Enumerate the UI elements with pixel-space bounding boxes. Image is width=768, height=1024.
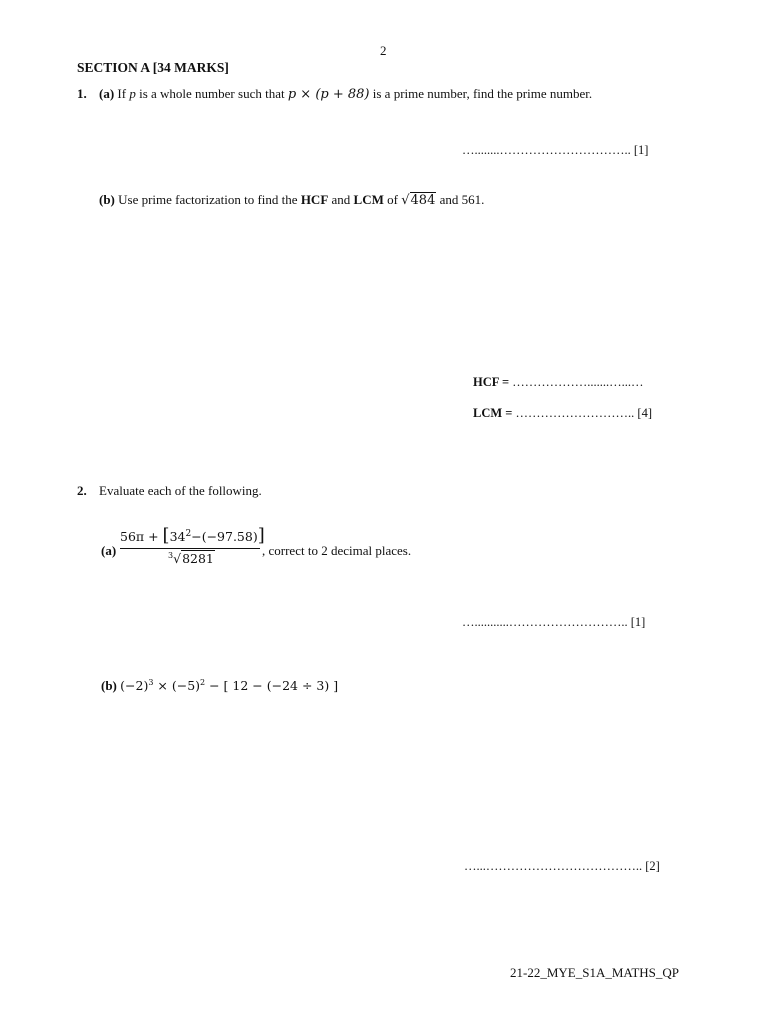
q2a-numer-1: 56π + bbox=[120, 529, 163, 545]
q2b-sup-2: 2 bbox=[200, 678, 206, 687]
q2a-answer-line[interactable]: …...........……………………….. [1] bbox=[462, 615, 646, 629]
q2b-answer-line[interactable]: …...……………………………….. [2] bbox=[464, 859, 660, 873]
q2b-sup-1: 3 bbox=[148, 678, 154, 687]
q1a-answer-line[interactable]: …........………………………….. [1] bbox=[462, 143, 649, 157]
q1b-label: (b) bbox=[99, 192, 115, 207]
question-1-number: 1. bbox=[77, 86, 87, 101]
q1a-var-p: p bbox=[129, 86, 136, 101]
q2a-label: (a) bbox=[101, 543, 117, 558]
q2a-numer-2: 34 bbox=[169, 529, 186, 545]
question-2-intro: Evaluate each of the following. bbox=[99, 483, 262, 498]
q1a-expression: p × (p + 88) bbox=[287, 87, 370, 102]
hcf-answer[interactable] bbox=[473, 375, 644, 390]
open-bracket: [ bbox=[162, 525, 170, 547]
q2a-denom-radicand: 8281 bbox=[182, 551, 214, 567]
cube-root-symbol: √ bbox=[173, 551, 182, 567]
q2a-cube-index: 3 bbox=[168, 551, 174, 560]
hcf-label: HCF = bbox=[473, 375, 513, 389]
q2a-suffix: , correct to 2 decimal places. bbox=[262, 543, 412, 558]
q2b-expression bbox=[120, 678, 338, 693]
q2a-denominator bbox=[168, 551, 215, 566]
lcm-answer[interactable] bbox=[473, 406, 652, 421]
q1a-label: (a) bbox=[99, 86, 115, 101]
q1a-text-2: is a whole number such that bbox=[135, 86, 288, 101]
question-1a bbox=[99, 86, 592, 102]
q2a-numer-sup: 2 bbox=[185, 529, 192, 539]
close-bracket: ] bbox=[257, 525, 265, 547]
q1a-text-3: is a prime number, find the prime number. bbox=[369, 86, 593, 101]
q2a-numer-3: −(−97.58) bbox=[191, 529, 258, 545]
q2b-label: (b) bbox=[101, 678, 117, 694]
q1b-text-1: Use prime factorization to find the bbox=[118, 192, 301, 207]
lcm-label: LCM = bbox=[473, 406, 516, 420]
section-title: SECTION A [34 MARKS] bbox=[77, 60, 229, 75]
question-2-number: 2. bbox=[77, 483, 87, 498]
footer-code: 21-22_MYE_S1A_MATHS_QP bbox=[510, 965, 680, 980]
q1a-text-1: If bbox=[117, 86, 130, 101]
q2b-expr-3: − [ 12 − (−24 ÷ 3) ] bbox=[205, 678, 339, 694]
q1b-lcm-bold: LCM bbox=[353, 192, 384, 207]
question-2b bbox=[101, 678, 338, 694]
lcm-dots: ……………………….. [4] bbox=[515, 406, 652, 420]
sqrt-symbol: √ bbox=[401, 193, 410, 208]
q2a-fraction-bar bbox=[120, 548, 260, 549]
hcf-dots: ……………….......…...… bbox=[512, 375, 644, 389]
q1b-radicand: 484 bbox=[410, 193, 436, 208]
q1b-text-4: and 561. bbox=[436, 192, 485, 207]
q1b-text-2: and bbox=[328, 192, 354, 207]
q2b-expr-2: × (−5) bbox=[153, 678, 201, 694]
question-1b bbox=[99, 192, 484, 208]
q2b-expr-1: (−2) bbox=[120, 678, 149, 694]
page-number: 2 bbox=[380, 43, 387, 58]
q2a-numerator bbox=[120, 525, 265, 547]
q1b-text-3: of bbox=[383, 192, 402, 207]
q1b-hcf-bold: HCF bbox=[300, 192, 329, 207]
